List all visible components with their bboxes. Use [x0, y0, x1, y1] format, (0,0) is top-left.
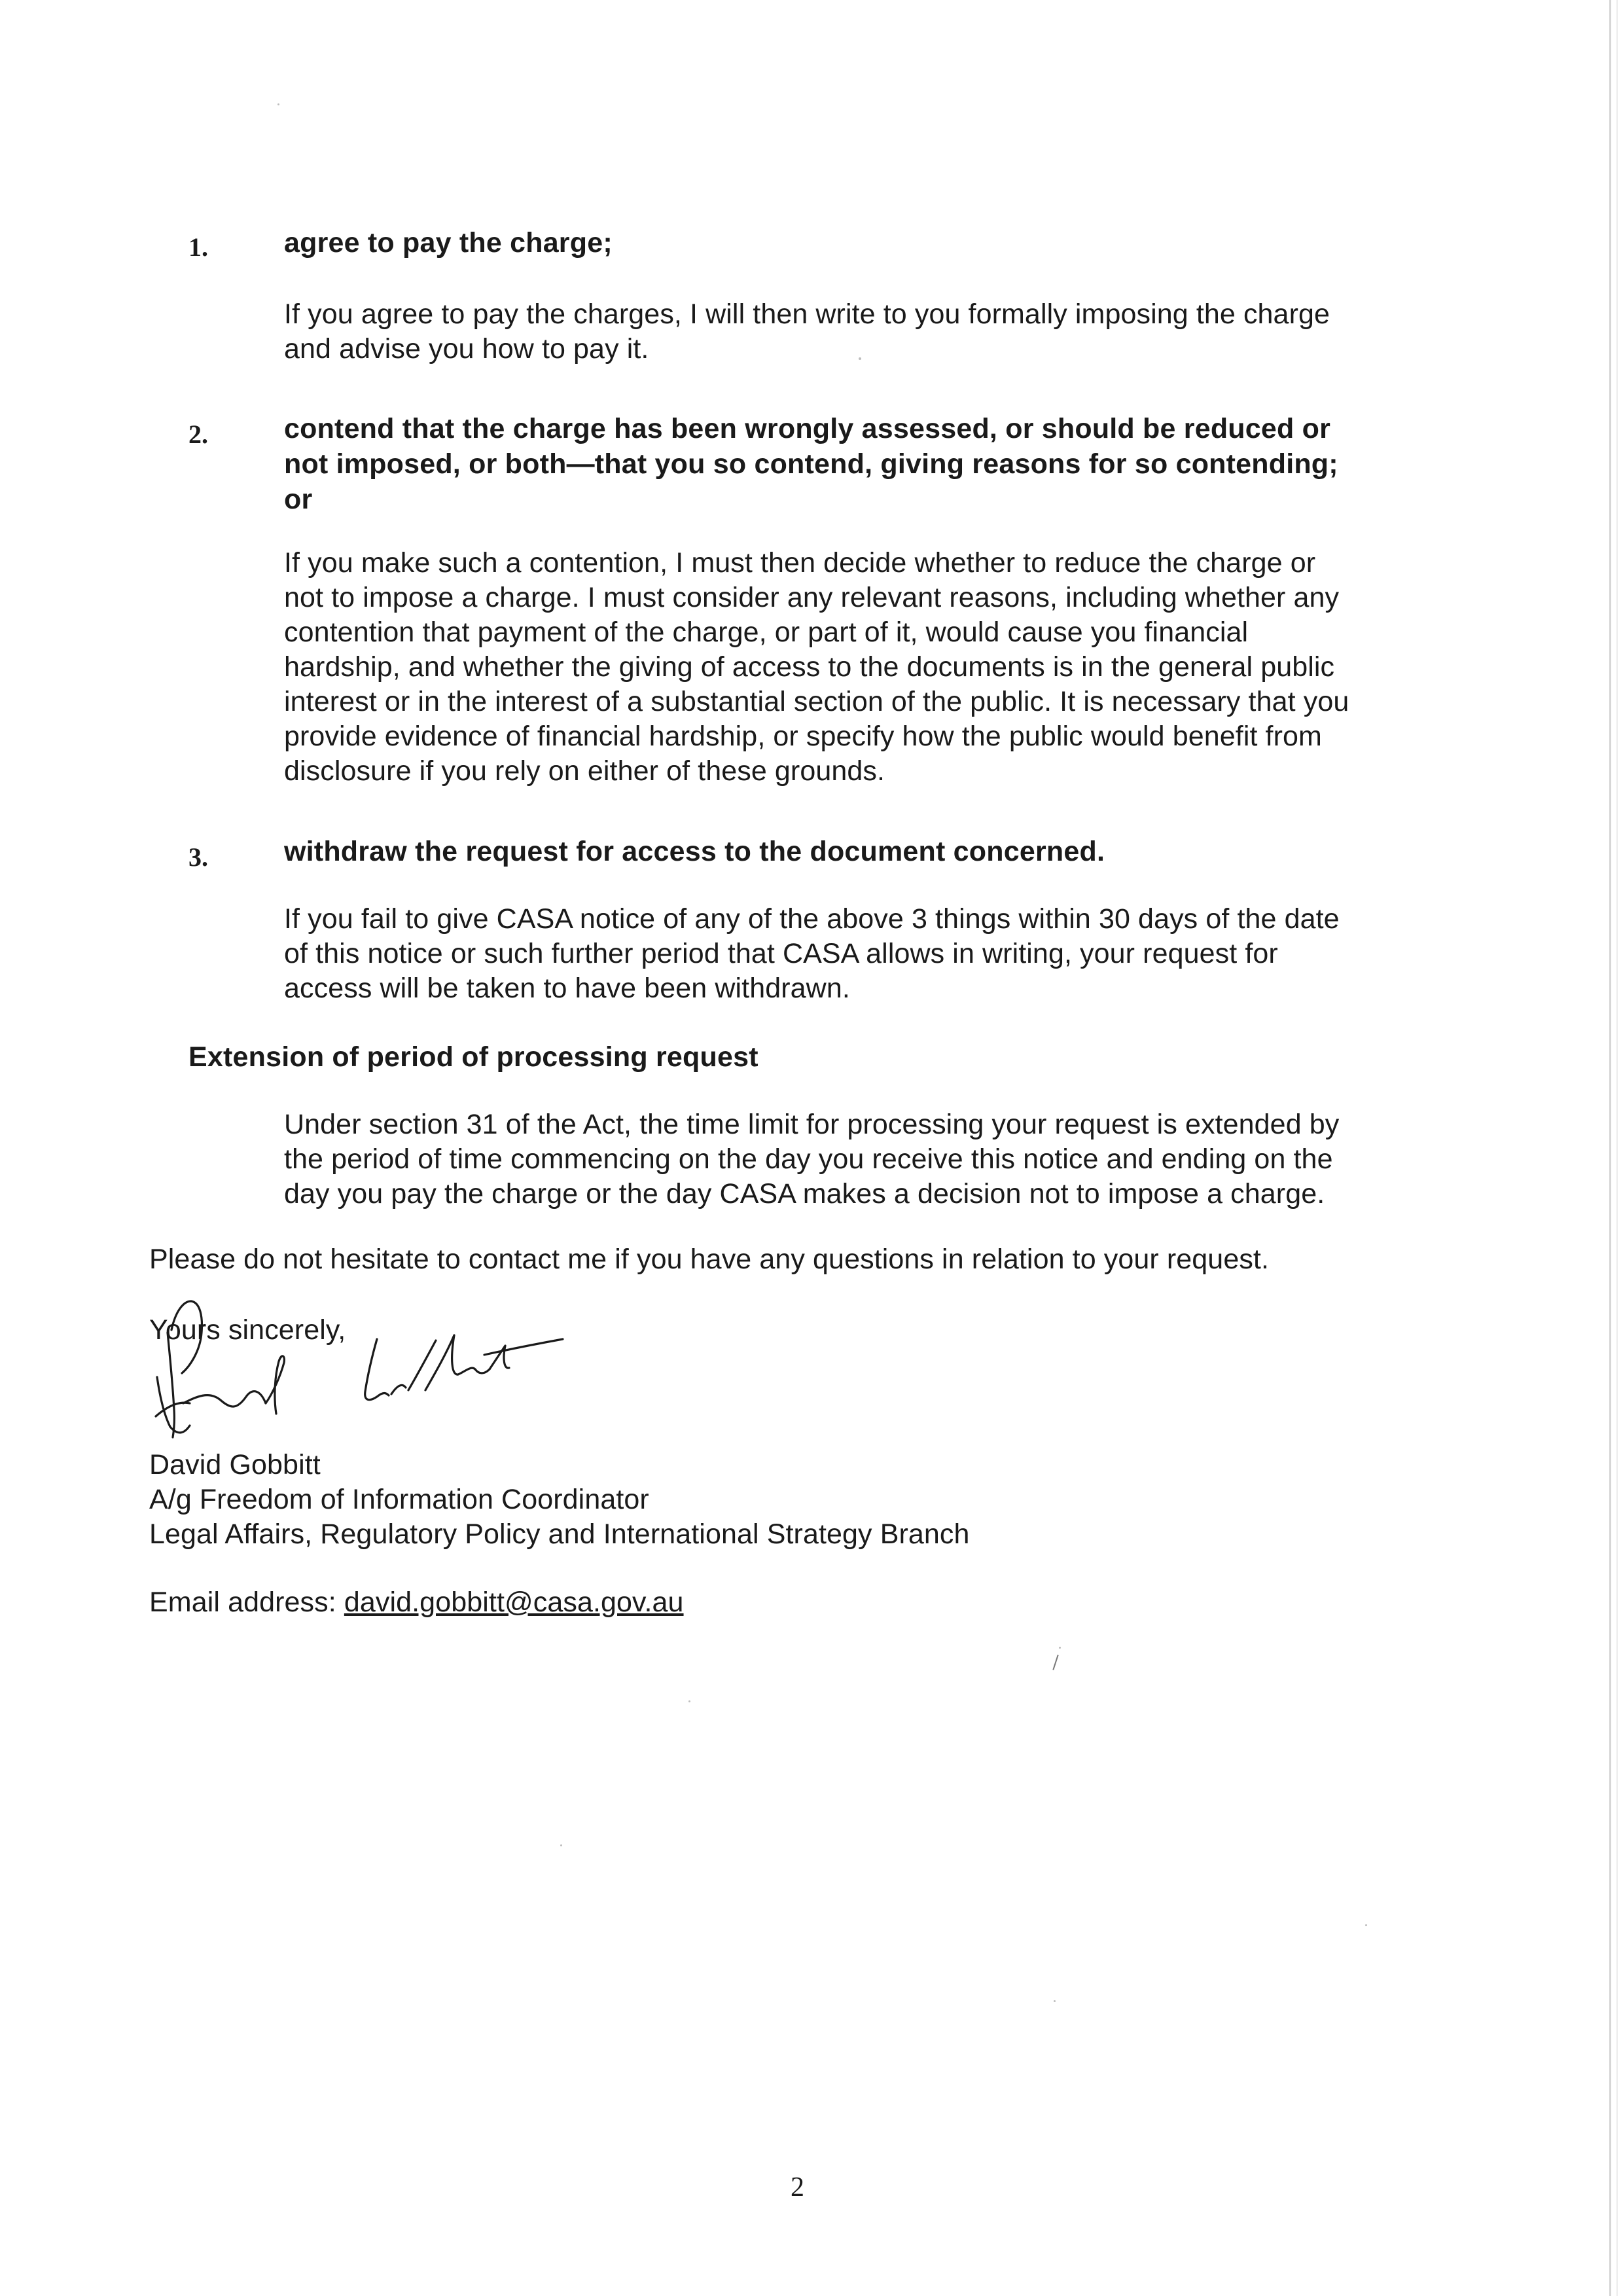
scan-speck: [1059, 1647, 1061, 1649]
item-number: 3.: [188, 842, 208, 872]
item-body: [284, 902, 1436, 1006]
body-line: Under section 31 of the Act, the time limit for processing your request is extended by: [284, 1109, 1340, 1140]
heading-line: contend that the charge has been wrongly assessed, or should be reduced or: [284, 413, 1330, 444]
scan-mark: [1052, 1655, 1058, 1670]
item-heading: withdraw the request for access to the document concerned.: [284, 836, 1105, 867]
body-line: disclosure if you rely on either of these grounds.: [284, 755, 885, 787]
item-body: [284, 297, 1436, 367]
signature-block: [149, 1448, 1393, 1552]
page-number: 2: [791, 2172, 804, 2202]
closing-paragraph: Please do not hesitate to contact me if you have any questions in relation to your request.: [149, 1244, 1270, 1275]
salutation: Yours sincerely,: [149, 1314, 346, 1346]
scan-page-edge: [1609, 0, 1611, 2296]
heading-line: or: [284, 484, 313, 515]
email-link[interactable]: david.gobbitt@casa.gov.au: [344, 1587, 684, 1618]
body-line: and advise you how to pay it.: [284, 333, 649, 365]
item-number: 2.: [188, 420, 208, 449]
body-line: If you agree to pay the charges, I will then write to you formally imposing the charge: [284, 298, 1330, 330]
item-heading: agree to pay the charge;: [284, 227, 613, 259]
section-body: [284, 1107, 1436, 1211]
email-label: Email address:: [149, 1587, 336, 1618]
email-line: [149, 1585, 1393, 1620]
body-line: If you make such a contention, I must then decide whether to reduce the charge or: [284, 547, 1316, 579]
scan-speck: [1054, 2000, 1056, 2002]
handwritten-signature: [144, 1299, 589, 1462]
body-line: of this notice or such further period that CASA allows in writing, your request for: [284, 938, 1278, 969]
item-number: 1.: [188, 232, 208, 262]
body-line: If you fail to give CASA notice of any of the above 3 things within 30 days of the date: [284, 903, 1340, 935]
item-heading: [284, 411, 1436, 517]
signatory-title: A/g Freedom of Information Coordinator: [149, 1484, 649, 1515]
signatory-name: David Gobbitt: [149, 1449, 321, 1480]
signatory-branch: Legal Affairs, Regulatory Policy and International Strategy Branch: [149, 1518, 970, 1550]
body-line: day you pay the charge or the day CASA makes a decision not to impose a charge.: [284, 1178, 1325, 1210]
scan-speck: [277, 103, 279, 105]
scan-speck: [560, 1844, 562, 1846]
scan-speck: [1365, 1924, 1367, 1926]
scan-speck: [688, 1700, 690, 1702]
body-line: contention that payment of the charge, or part of it, would cause you financial: [284, 617, 1249, 648]
body-line: hardship, and whether the giving of access to the documents is in the general public: [284, 651, 1335, 683]
body-line: access will be taken to have been withdrawn.: [284, 973, 850, 1004]
body-line: the period of time commencing on the day you receive this notice and ending on the: [284, 1143, 1333, 1175]
body-line: not to impose a charge. I must consider any relevant reasons, including whether any: [284, 582, 1340, 613]
section-heading: Extension of period of processing request: [188, 1041, 758, 1073]
body-line: provide evidence of financial hardship, or specify how the public would benefit from: [284, 721, 1322, 752]
heading-line: not imposed, or both—that you so contend, giving reasons for so contending;: [284, 448, 1338, 480]
item-body: [284, 546, 1436, 789]
body-line: interest or in the interest of a substantial section of the public. It is necessary that you: [284, 686, 1349, 717]
scan-page-edge-shadow: [1616, 0, 1618, 2296]
